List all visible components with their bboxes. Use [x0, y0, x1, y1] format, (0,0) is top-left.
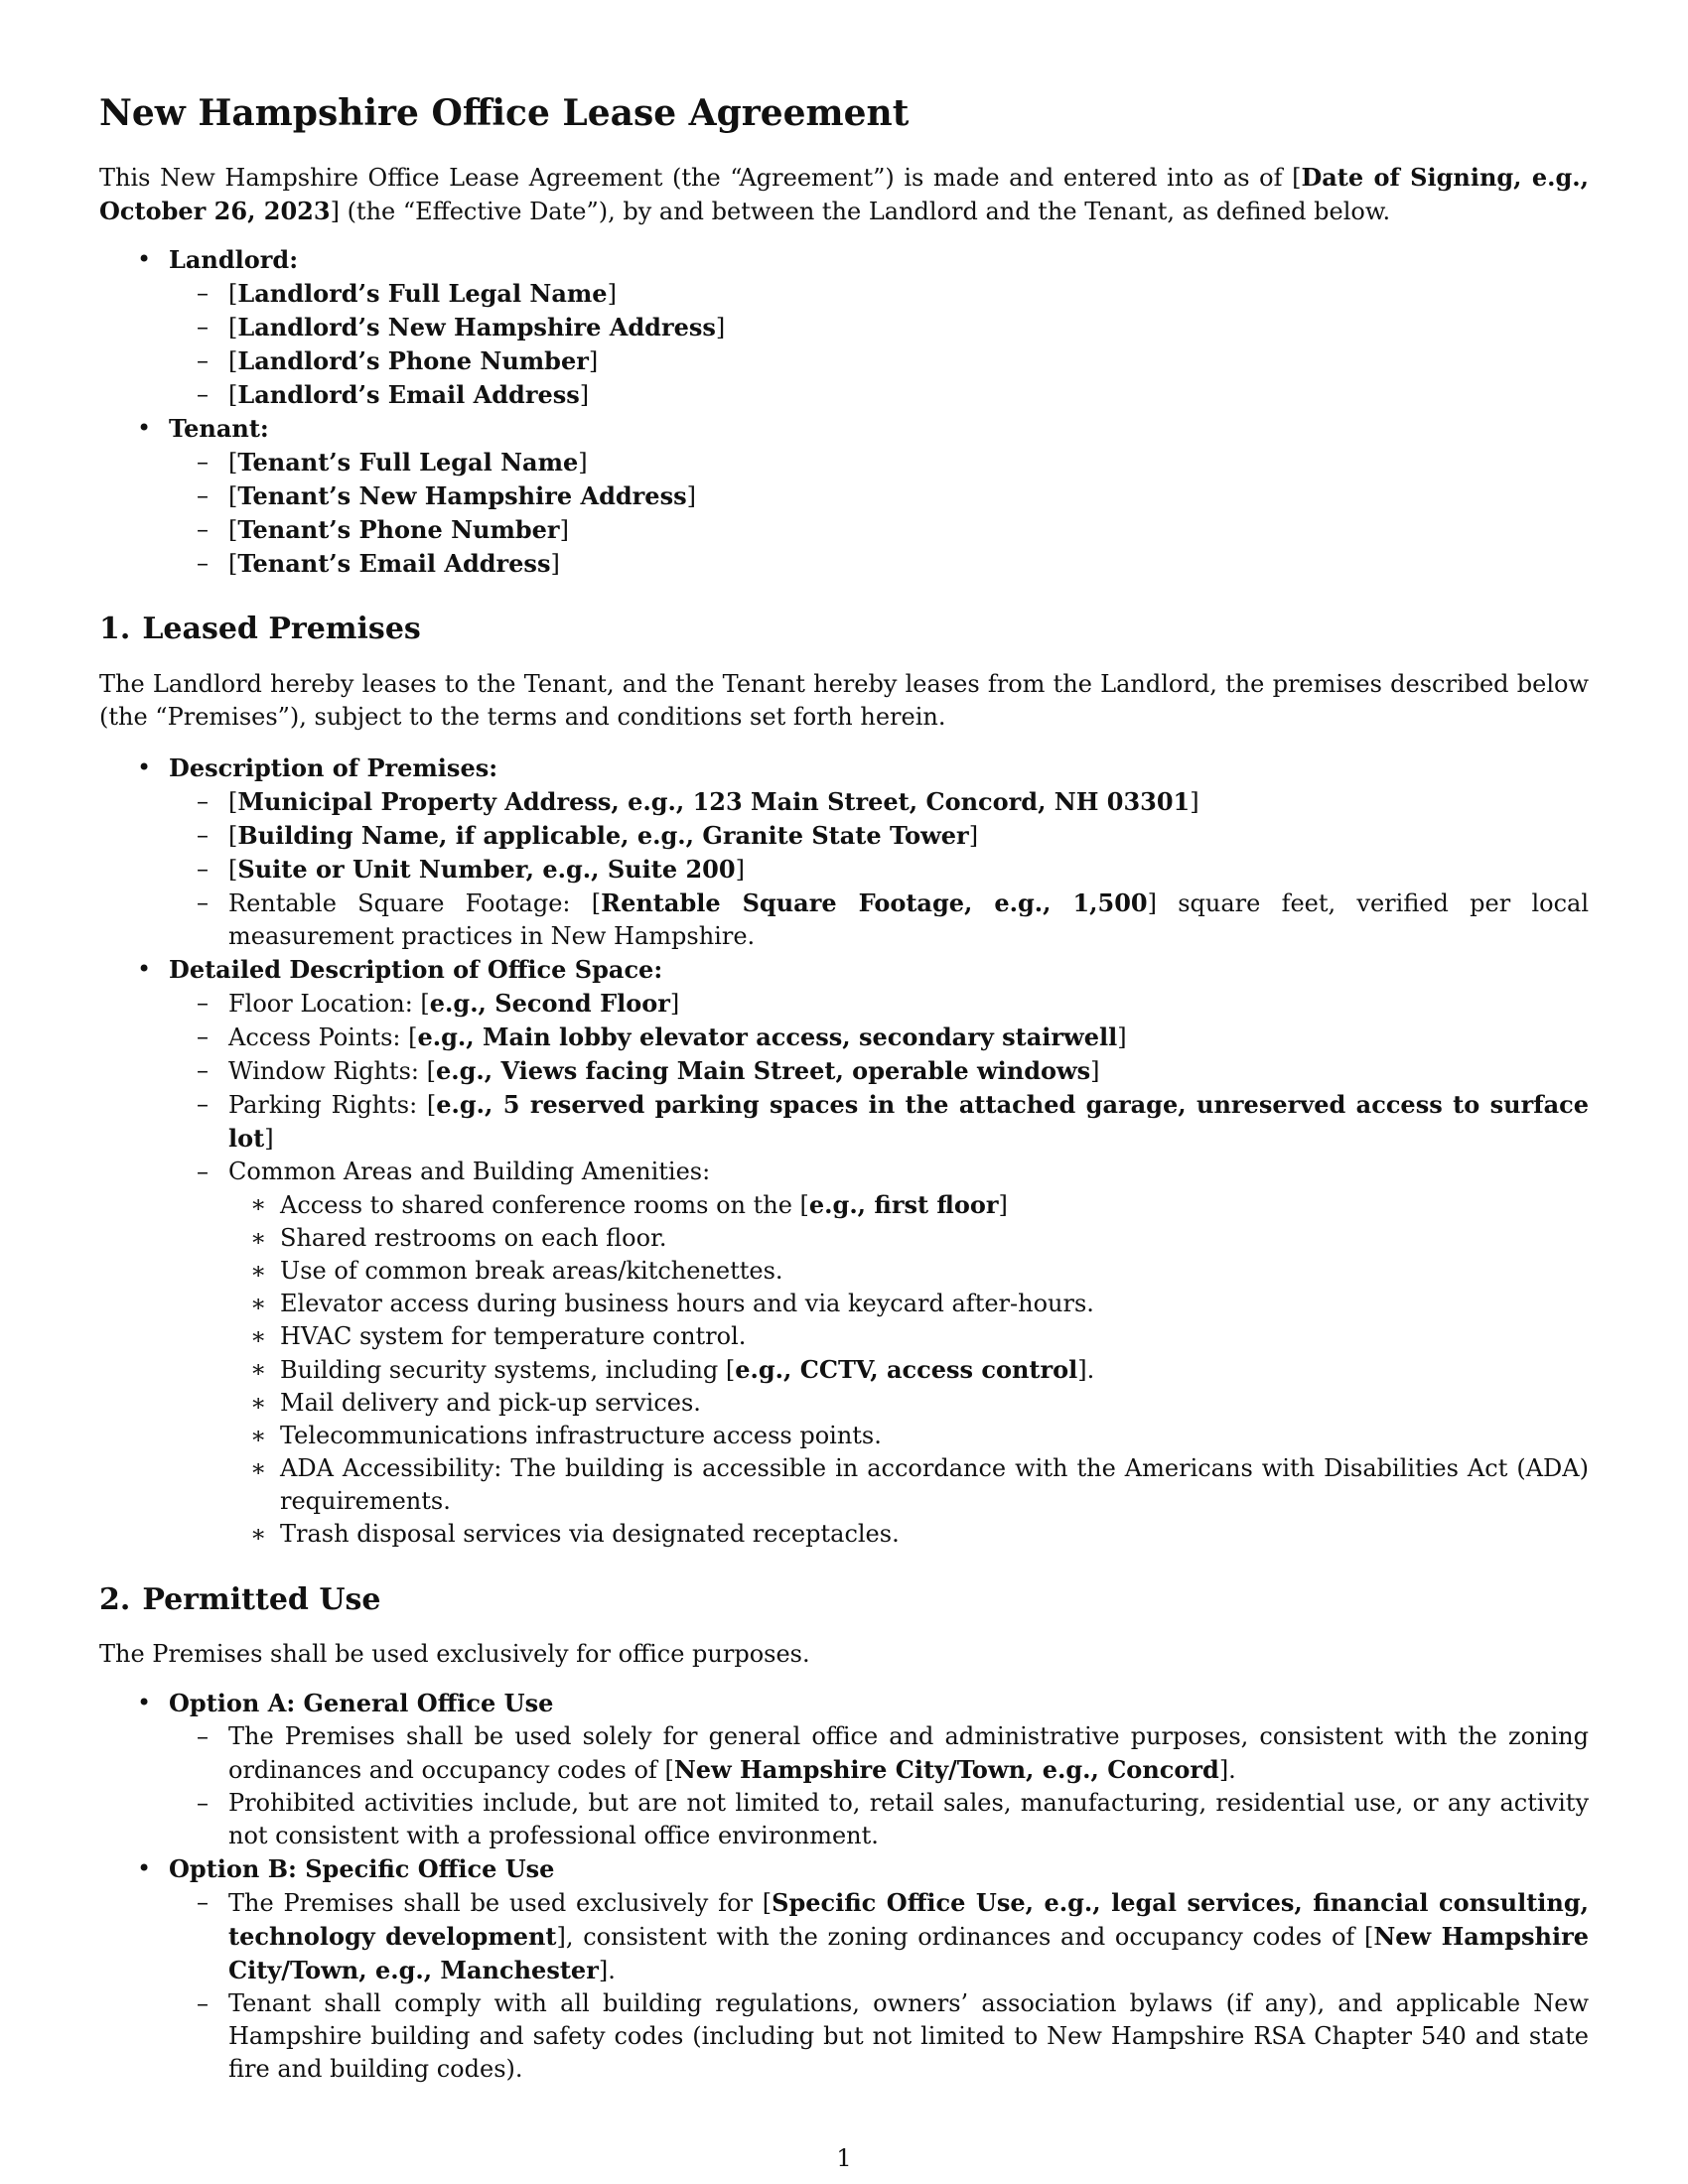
- amenity-hvac: ∗ HVAC system for temperature control.: [250, 1322, 747, 1350]
- building-name: – [Building Name, if applicable, e.g., Granite State Tower]: [197, 821, 979, 850]
- option-b-item-2: – Tenant shall comply with all building regulations, owners’ association bylaws (if any), and applicable New Hampshire building and safety codes (including but not limited to New Hampshire RSA Chapter 540 and state fire and building codes).: [197, 1989, 1589, 2083]
- amenity-restrooms: ∗ Shared restrooms on each floor.: [250, 1224, 667, 1252]
- amenity-ada: ∗ ADA Accessibility: The building is accessible in accordance with the Americans with Disabilities Act (ADA) requirements.: [250, 1454, 1589, 1515]
- option-a-item-2: – Prohibited activities include, but are not limited to, retail sales, manufacturing, residential use, or any activity not consistent with a professional office environment.: [197, 1789, 1589, 1849]
- amenity-mail: ∗ Mail delivery and pick-up services.: [250, 1389, 701, 1417]
- amenity-break-areas: ∗ Use of common break areas/kitchenettes.: [250, 1257, 783, 1285]
- page-number: 1: [836, 2144, 852, 2172]
- detailed-description: • Detailed Description of Office Space:: [137, 955, 663, 984]
- premises-list: [99, 751, 1589, 1551]
- option-a: • Option A: General Office Use: [137, 1689, 554, 1717]
- parking-rights: – Parking Rights: [e.g., 5 reserved parking spaces in the attached garage, unreserved access to surface lot]: [197, 1090, 1590, 1153]
- amenity-security: ∗ Building security systems, including [e.g., CCTV, access control].: [250, 1355, 1095, 1384]
- description-of-premises: • Description of Premises:: [137, 753, 498, 782]
- tenant-address: – [Tenant’s New Hampshire Address]: [197, 481, 696, 510]
- landlord-phone: – [Landlord’s Phone Number]: [197, 346, 599, 375]
- document-page: [99, 0, 1589, 2184]
- tenant-item: • Tenant:: [137, 414, 269, 443]
- option-b-item-1: – The Premises shall be used exclusively for [Specific Office Use, e.g., legal services, financial consulting, technology development], consistent with the zoning ordinances and occupancy codes of [New Hampshire City/Town, e.g., Manchester].: [197, 1888, 1590, 1984]
- access-points: – Access Points: [e.g., Main lobby elevator access, secondary stairwell]: [197, 1023, 1127, 1051]
- parties-list: [99, 243, 1589, 581]
- amenity-trash: ∗ Trash disposal services via designated receptacles.: [250, 1520, 900, 1548]
- property-address: – [Municipal Property Address, e.g., 123 Main Street, Concord, NH 03301]: [197, 787, 1199, 816]
- document-title: New Hampshire Office Lease Agreement: [99, 92, 910, 134]
- floor-location: – Floor Location: [e.g., Second Floor]: [197, 989, 680, 1018]
- section-2-intro: The Premises shall be used exclusively for office purposes.: [99, 1640, 810, 1668]
- effective-date-placeholder: Date of Signing, e.g., October 26, 2023: [99, 163, 1589, 225]
- amenity-conference-rooms: ∗ Access to shared conference rooms on the [e.g., first floor]: [250, 1190, 1008, 1219]
- tenant-name: – [Tenant’s Full Legal Name]: [197, 448, 588, 477]
- section-1-heading: 1. Leased Premises: [99, 612, 421, 646]
- amenity-telecom: ∗ Telecommunications infrastructure access points.: [250, 1422, 882, 1449]
- tenant-email: – [Tenant’s Email Address]: [197, 549, 560, 578]
- section-2-heading: 2. Permitted Use: [99, 1582, 381, 1617]
- landlord-item: • Landlord:: [137, 245, 299, 274]
- option-a-item-1: – The Premises shall be used solely for general office and administrative purposes, consistent with the zoning ordinances and occupancy codes of [New Hampshire City/Town, e.g., Concord].: [197, 1722, 1589, 1784]
- window-rights: – Window Rights: [e.g., Views facing Main Street, operable windows]: [197, 1056, 1100, 1085]
- landlord-email: – [Landlord’s Email Address]: [197, 380, 590, 409]
- intro-paragraph: This New Hampshire Office Lease Agreement (the “Agreement”) is made and entered into as of [Date of Signing, e.g., October 26, 2023] (the “Effective Date”), by and between the Landlord and the Tenant, as defined below.: [99, 163, 1589, 225]
- amenity-elevator: ∗ Elevator access during business hours and via keycard after-hours.: [250, 1290, 1094, 1317]
- landlord-name: – [Landlord’s Full Legal Name]: [197, 279, 617, 308]
- common-areas: – Common Areas and Building Amenities:: [197, 1158, 711, 1185]
- tenant-phone: – [Tenant’s Phone Number]: [197, 515, 569, 544]
- permitted-use-list: [99, 1687, 1589, 2086]
- square-footage: – Rentable Square Footage: [Rentable Square Footage, e.g., 1,500] square feet, verified per local measurement practices in New Hampshire.: [197, 888, 1589, 950]
- section-1-intro: The Landlord hereby leases to the Tenant, and the Tenant hereby leases from the Landlord, the premises described below (the “Premises”), subject to the terms and conditions set forth herein.: [99, 670, 1589, 731]
- suite-number: – [Suite or Unit Number, e.g., Suite 200]: [197, 855, 745, 884]
- option-b: • Option B: Specific Office Use: [137, 1854, 555, 1883]
- landlord-address: – [Landlord’s New Hampshire Address]: [197, 313, 726, 341]
